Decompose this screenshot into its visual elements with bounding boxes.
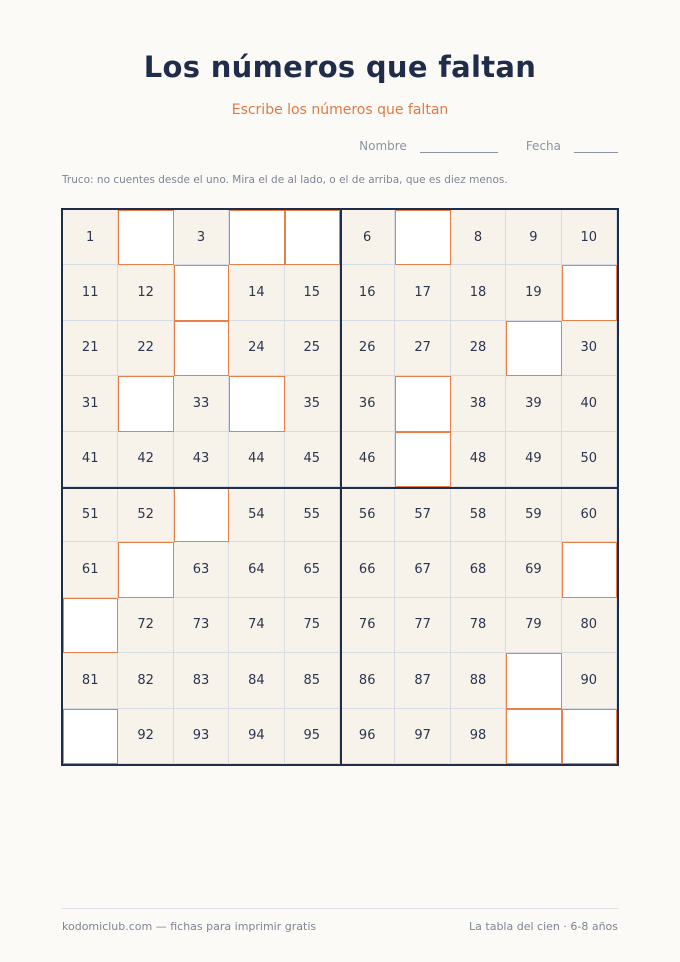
blank-cell[interactable] xyxy=(506,653,561,708)
number-cell: 79 xyxy=(506,598,561,653)
number-cell: 56 xyxy=(340,487,395,542)
number-cell: 92 xyxy=(118,709,173,764)
number-cell: 77 xyxy=(395,598,450,653)
number-cell: 14 xyxy=(229,265,284,320)
number-cell: 10 xyxy=(562,210,617,265)
blank-cell[interactable] xyxy=(63,598,118,653)
number-cell: 19 xyxy=(506,265,561,320)
page-title: Los números que faltan xyxy=(143,50,537,84)
number-cell: 52 xyxy=(118,487,173,542)
number-cell: 94 xyxy=(229,709,284,764)
number-cell: 86 xyxy=(340,653,395,708)
blank-cell[interactable] xyxy=(395,432,450,487)
hundred-chart-grid xyxy=(61,208,619,766)
blank-cell[interactable] xyxy=(174,265,229,320)
blank-cell[interactable] xyxy=(118,376,173,431)
number-cell: 24 xyxy=(229,321,284,376)
name-date-fields xyxy=(359,139,618,153)
number-cell: 31 xyxy=(63,376,118,431)
number-cell: 36 xyxy=(340,376,395,431)
number-cell: 3 xyxy=(174,210,229,265)
number-cell: 6 xyxy=(340,210,395,265)
number-cell: 22 xyxy=(118,321,173,376)
blank-cell[interactable] xyxy=(395,376,450,431)
number-cell: 95 xyxy=(285,709,340,764)
number-cell: 58 xyxy=(451,487,506,542)
number-cell: 11 xyxy=(63,265,118,320)
blank-cell[interactable] xyxy=(562,542,617,597)
number-cell: 45 xyxy=(285,432,340,487)
blank-cell[interactable] xyxy=(118,542,173,597)
number-cell: 96 xyxy=(340,709,395,764)
number-cell: 27 xyxy=(395,321,450,376)
tip-text: Truco: no cuentes desde el uno. Mira el de al lado, o el de arriba, que es diez menos. xyxy=(62,174,508,186)
number-cell: 93 xyxy=(174,709,229,764)
number-cell: 76 xyxy=(340,598,395,653)
number-cell: 83 xyxy=(174,653,229,708)
number-cell: 85 xyxy=(285,653,340,708)
number-cell: 90 xyxy=(562,653,617,708)
number-cell: 61 xyxy=(63,542,118,597)
number-cell: 26 xyxy=(340,321,395,376)
number-cell: 65 xyxy=(285,542,340,597)
number-cell: 17 xyxy=(395,265,450,320)
number-cell: 69 xyxy=(506,542,561,597)
blank-cell[interactable] xyxy=(63,709,118,764)
footer-caption: La tabla del cien · 6-8 años xyxy=(469,920,618,933)
number-cell: 39 xyxy=(506,376,561,431)
number-cell: 64 xyxy=(229,542,284,597)
number-cell: 68 xyxy=(451,542,506,597)
number-cell: 75 xyxy=(285,598,340,653)
number-cell: 78 xyxy=(451,598,506,653)
number-cell: 44 xyxy=(229,432,284,487)
blank-cell[interactable] xyxy=(118,210,173,265)
blank-cell[interactable] xyxy=(562,265,617,320)
number-cell: 66 xyxy=(340,542,395,597)
number-cell: 1 xyxy=(63,210,118,265)
blank-cell[interactable] xyxy=(562,709,617,764)
number-cell: 48 xyxy=(451,432,506,487)
number-cell: 55 xyxy=(285,487,340,542)
date-label: Fecha xyxy=(525,139,561,153)
blank-cell[interactable] xyxy=(174,321,229,376)
number-cell: 98 xyxy=(451,709,506,764)
name-label: Nombre xyxy=(359,139,407,153)
number-cell: 41 xyxy=(63,432,118,487)
number-cell: 59 xyxy=(506,487,561,542)
number-cell: 84 xyxy=(229,653,284,708)
number-cell: 50 xyxy=(562,432,617,487)
number-cell: 72 xyxy=(118,598,173,653)
blank-cell[interactable] xyxy=(506,709,561,764)
number-cell: 38 xyxy=(451,376,506,431)
page-subtitle: Escribe los números que faltan xyxy=(231,102,449,118)
number-cell: 88 xyxy=(451,653,506,708)
number-cell: 73 xyxy=(174,598,229,653)
number-cell: 51 xyxy=(63,487,118,542)
number-cell: 8 xyxy=(451,210,506,265)
number-cell: 80 xyxy=(562,598,617,653)
number-cell: 81 xyxy=(63,653,118,708)
number-cell: 35 xyxy=(285,376,340,431)
number-cell: 9 xyxy=(506,210,561,265)
number-cell: 63 xyxy=(174,542,229,597)
blank-cell[interactable] xyxy=(229,376,284,431)
number-cell: 60 xyxy=(562,487,617,542)
blank-cell[interactable] xyxy=(285,210,340,265)
number-cell: 46 xyxy=(340,432,395,487)
blank-cell[interactable] xyxy=(395,210,450,265)
grid-divider-horizontal xyxy=(63,487,617,489)
number-cell: 43 xyxy=(174,432,229,487)
number-cell: 21 xyxy=(63,321,118,376)
number-cell: 57 xyxy=(395,487,450,542)
number-cell: 18 xyxy=(451,265,506,320)
blank-cell[interactable] xyxy=(506,321,561,376)
number-cell: 49 xyxy=(506,432,561,487)
name-field[interactable] xyxy=(420,140,498,153)
number-cell: 15 xyxy=(285,265,340,320)
number-cell: 54 xyxy=(229,487,284,542)
number-cell: 74 xyxy=(229,598,284,653)
number-cell: 97 xyxy=(395,709,450,764)
number-cell: 40 xyxy=(562,376,617,431)
number-cell: 28 xyxy=(451,321,506,376)
footer-divider xyxy=(62,908,618,909)
number-cell: 12 xyxy=(118,265,173,320)
date-field[interactable] xyxy=(574,140,618,153)
blank-cell[interactable] xyxy=(229,210,284,265)
blank-cell[interactable] xyxy=(174,487,229,542)
number-cell: 82 xyxy=(118,653,173,708)
number-cell: 42 xyxy=(118,432,173,487)
number-cell: 16 xyxy=(340,265,395,320)
number-cell: 33 xyxy=(174,376,229,431)
number-cell: 25 xyxy=(285,321,340,376)
number-cell: 67 xyxy=(395,542,450,597)
footer-site: kodomiclub.com — fichas para imprimir gratis xyxy=(62,920,317,933)
number-cell: 30 xyxy=(562,321,617,376)
number-cell: 87 xyxy=(395,653,450,708)
